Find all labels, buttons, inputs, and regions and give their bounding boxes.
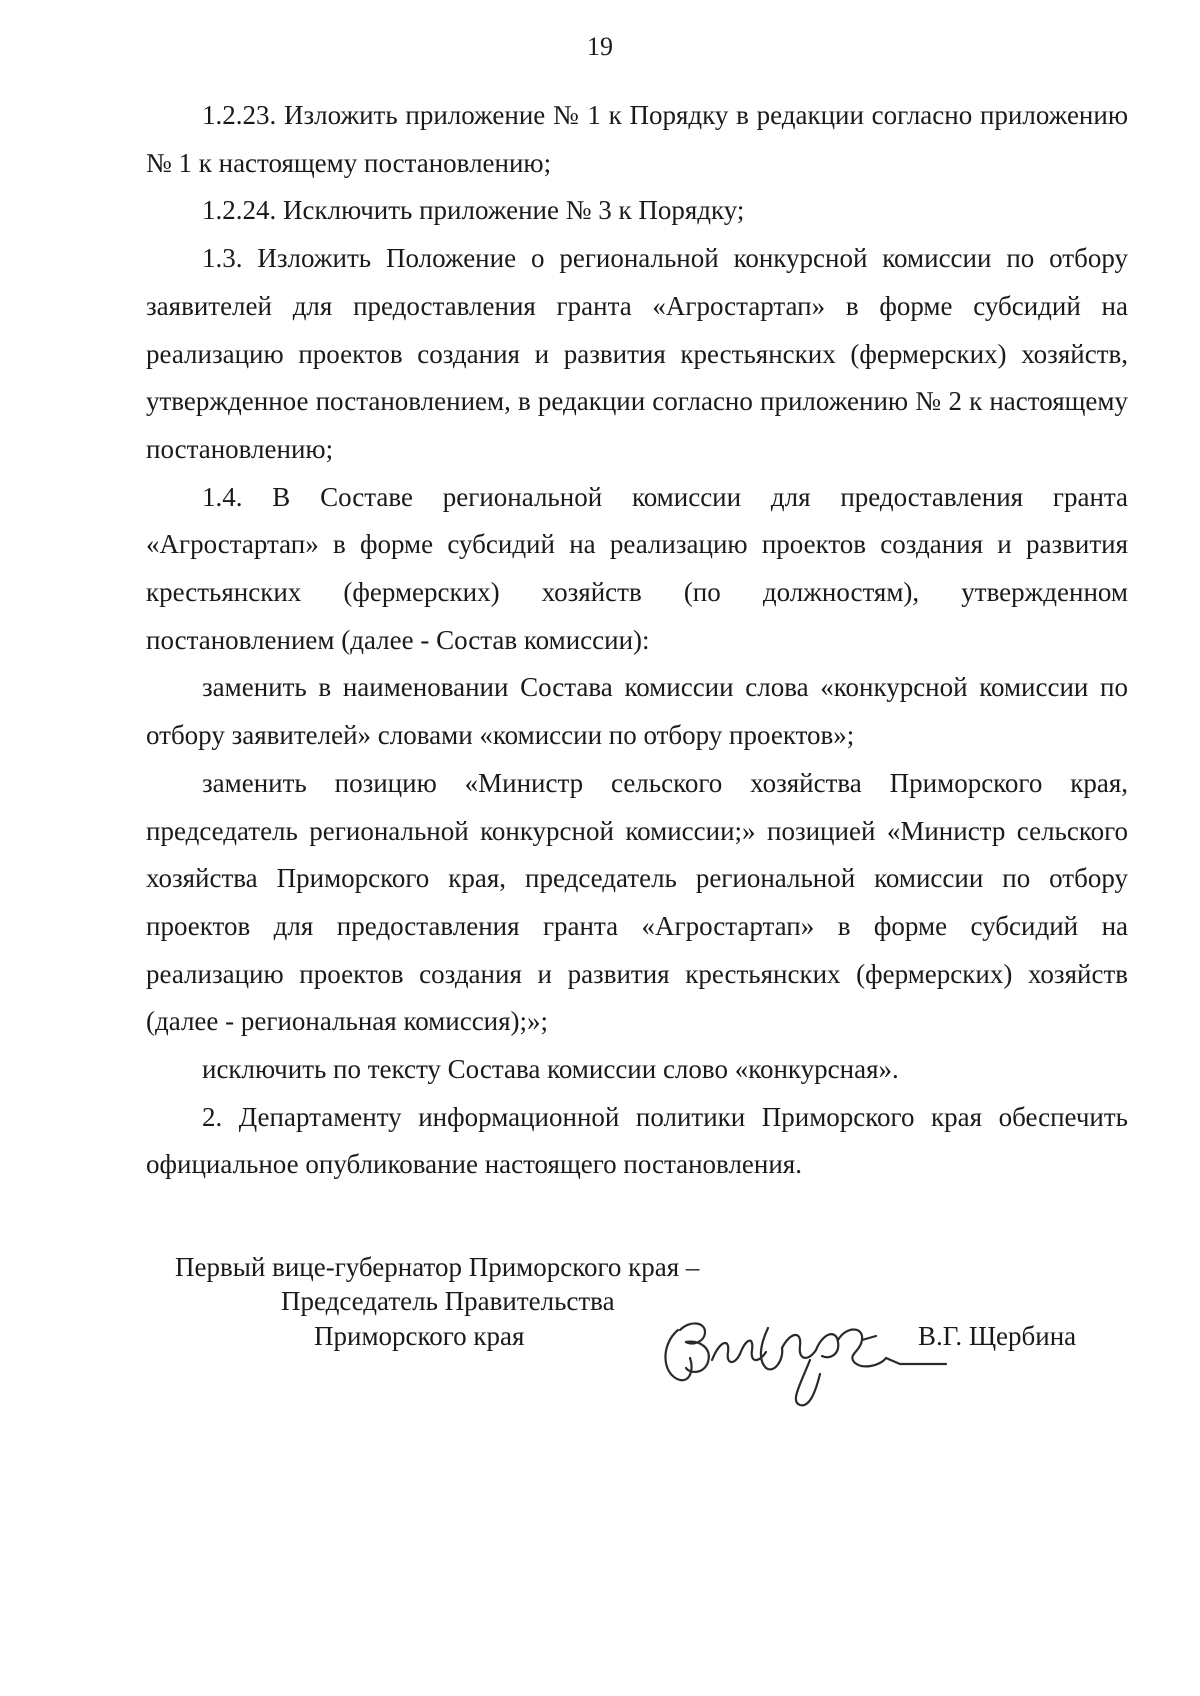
paragraph-1-2-24: 1.2.24. Исключить приложение № 3 к Порядку;	[202, 195, 745, 226]
signatory-position-line-1: Первый вице-губернатор Приморского края –	[175, 1252, 700, 1282]
paragraph-1-2-23: 1.2.23. Изложить приложение № 1 к Порядку в редакции согласно приложению № 1 к настоящему постановлению;	[146, 100, 1128, 178]
paragraph-replace-title: заменить в наименовании Состава комиссии слова «конкурсной комиссии по отбору заявителей» словами «комиссии по отбору проектов»;	[146, 672, 1128, 751]
paragraph-1-4: 1.4. В Составе региональной комиссии для предоставления гранта «Агростартап» в форме субсидий на реализацию проектов создания и развития крестьянских (фермерских) хозяйств (по должностям), утвержденном постановлением (далее - Состав комиссии):	[146, 481, 1128, 655]
page-number: 19	[587, 32, 613, 61]
signatory-position-line-3: Приморского края	[314, 1321, 525, 1351]
paragraph-replace-position: заменить позицию «Министр сельского хозяйства Приморского края, председатель региональной конкурсной комиссии;» позицией «Министр сельского хозяйства Приморского края, председатель региональной комиссии по отбору проектов для предоставления гранта «Агростартап» в форме субсидий на реализацию проектов создания и развития крестьянских (фермерских) хозяйств (далее - региональная комиссия);»;	[146, 767, 1128, 1037]
paragraph-2: 2. Департаменту информационной политики Приморского края обеспечить официальное опубликование настоящего постановления.	[146, 1101, 1128, 1180]
signatory-position-line-2: Председатель Правительства	[281, 1286, 615, 1316]
paragraph-1-3: 1.3. Изложить Положение о региональной конкурсной комиссии по отбору заявителей для предоставления гранта «Агростартап» в форме субсидий на реализацию проектов создания и развития крестьянских (фермерских) хозяйств, утвержденное постановлением, в редакции согласно приложению № 2 к настоящему постановлению;	[146, 243, 1128, 464]
paragraph-exclude-word: исключить по тексту Состава комиссии слово «конкурсная».	[202, 1054, 899, 1085]
signatory-name: В.Г. Щербина	[918, 1321, 1077, 1351]
document-body	[146, 92, 1128, 1189]
handwritten-signature-icon	[650, 1290, 950, 1410]
signature-block	[0, 1250, 1200, 1410]
